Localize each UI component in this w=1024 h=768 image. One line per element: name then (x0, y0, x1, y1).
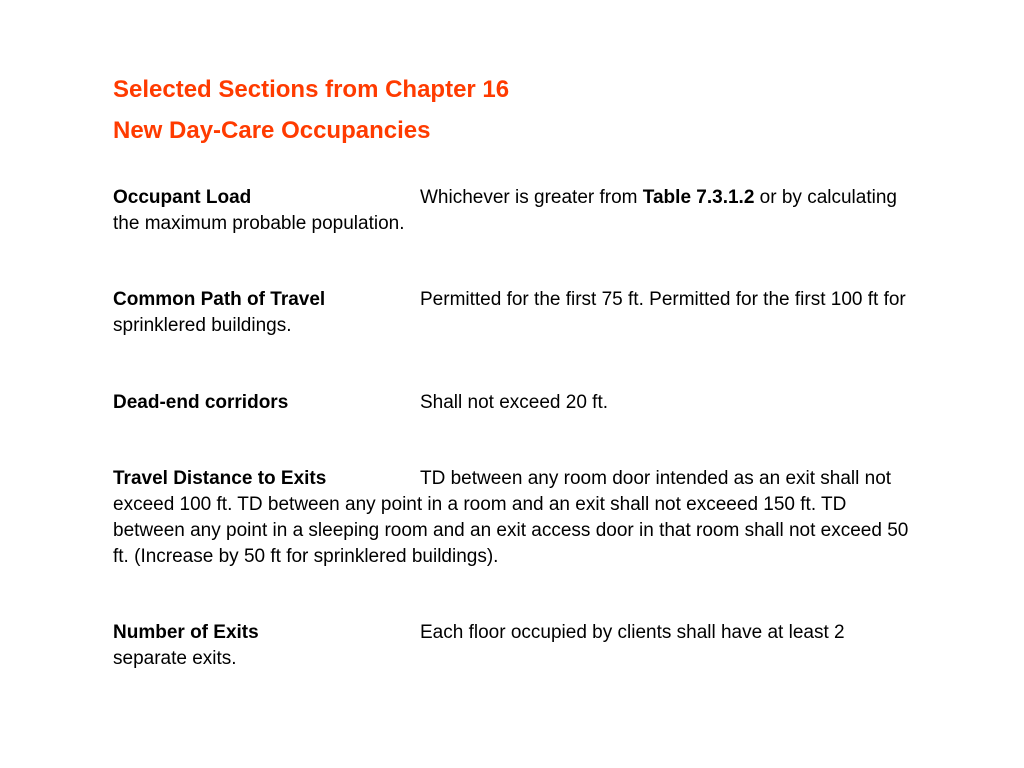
section-travel-distance-to-exits (113, 466, 918, 570)
section-common-path-of-travel (113, 287, 913, 339)
table-reference: Table 7.3.1.2 (642, 187, 755, 208)
section-heading: Travel Distance to Exits (113, 468, 327, 489)
section-text: Permitted for the first 75 ft. Permitted for the first 100 ft for sprinklered buildings. (113, 289, 906, 336)
section-number-of-exits (113, 620, 913, 672)
section-text: or by calculating the maximum probable population. (113, 187, 897, 234)
section-heading: Dead-end corridors (113, 392, 289, 413)
page-title-line-2: New Day-Care Occupancies (113, 117, 431, 144)
section-occupant-load (113, 185, 913, 237)
section-heading: Number of Exits (113, 622, 259, 643)
section-dead-end-corridors (113, 390, 913, 416)
section-text: Shall not exceed 20 ft. (420, 392, 609, 413)
section-text: Each floor occupied by clients shall have at least 2 separate exits. (113, 622, 845, 669)
section-text: Whichever is greater from (420, 187, 643, 208)
section-heading: Occupant Load (113, 187, 252, 208)
section-text: TD between any room door intended as an exit shall not exceed 100 ft. TD between any point in a room and an exit shall not exceeed 150 ft. TD between any point in a sleeping room and an exit access door in that room shall not exceed 50 ft. (Increase by 50 ft for sprinklered buildings). (113, 468, 909, 567)
section-heading: Common Path of Travel (113, 289, 326, 310)
page-title-line-1: Selected Sections from Chapter 16 (113, 76, 510, 103)
